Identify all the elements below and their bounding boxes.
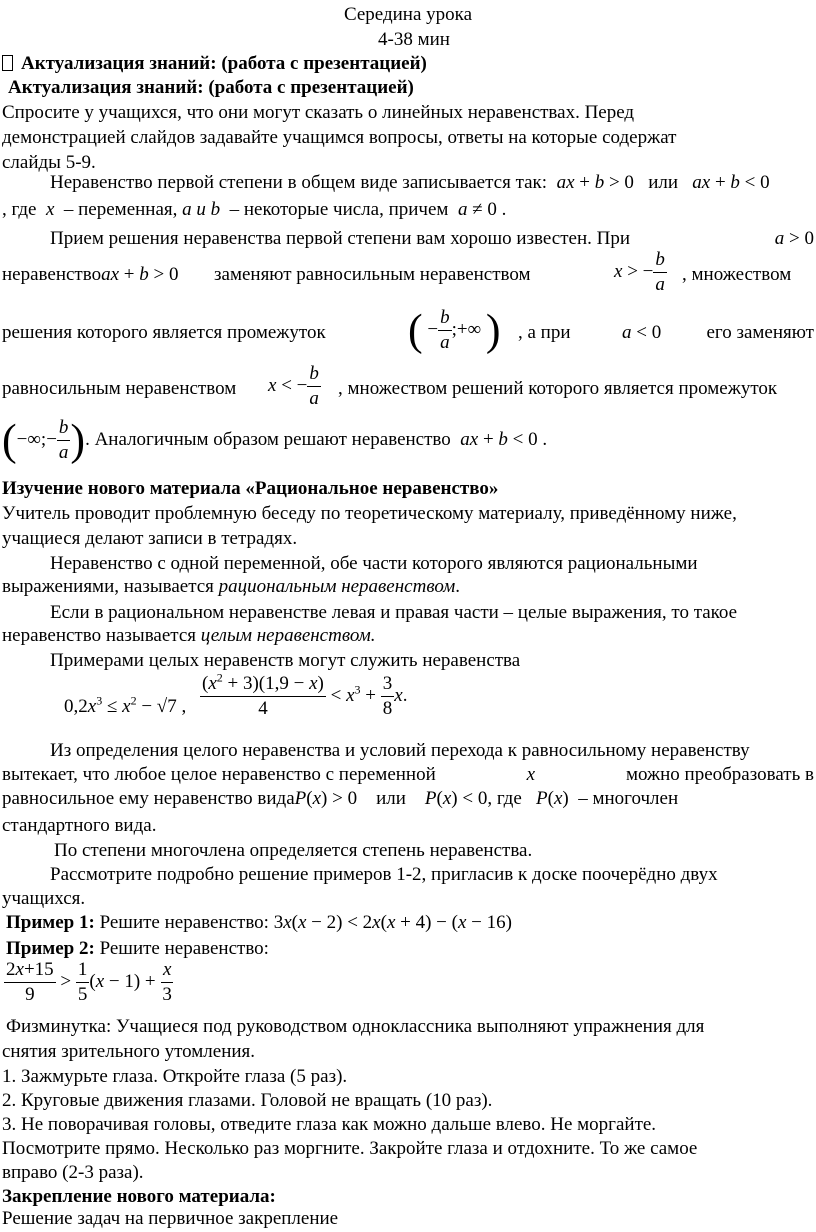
consolidation-text: Решение задач на первичное закрепление <box>2 1208 339 1229</box>
document-page: Середина урока 4-38 мин Актуализация знаний: (работа с презентацией) Актуализация знаний: (работа с презентацией) Спросите у учащихся, что они могут сказать о линейных неравенствах. Перед демонстрацией слайдов задавайте учащимся вопросы, ответы на которые содержат слайды 5-9. Неравенство первой степени в общем виде записывается так: ax + b > 0 или ax + b < 0 , где x – переменная, a и b – некоторые числа, причем a ≠ 0 . Прием решения неравенства первой степени вам хорошо известен. При a > 0 неравенствоax + b > 0 заменяют равносильным неравенством x > − $\frac{b}{a}$ , множеством решения которого является промежуток ( − $\frac{b}{a}$ ;+∞ ) , а при a < 0 его заменяют равносильным неравенством x < − $\frac{b}{a}$ , множеством решений которого является промежуток (−∞;− $\frac{b}{a}$ ). Аналогичным образом решают неравенство ax + b < 0 . Изучение нового материала «Рациональное неравенство» Учитель проводит проблемную беседу по теоретическому материалу, приведённому ниже, учащиеся делают записи в тетрадях. Неравенство с одной переменной, обе части которого являются рациональными выражениями, называется рациональным неравенством. Если в рациональном неравенстве левая и правая части – целые выражения, то такое неравенство называется целым неравенством. Примерами целых неравенств могут служить неравенства $0,2x^3 \le x^2 - √7$ , $\frac{(x^2 + 3)(1,9 - x)}{4}$ < $x^3$ + $\frac{3}{8}$ x. Из определения целого неравенства и условий перехода к равносильному неравенству вытекает, что любое целое неравенство с переменной x можно преобразовать в равносильное ему неравенство видаP(x) > 0 или P(x) < 0, где P(x) – многочлен стандартного вида. По степени многочлена определяется степень неравенства. Рассмотрите подробно решение примеров 1-2, пригласив к доске поочерёдно двух учащихся. Пример 1: Решите неравенство: 3x(x − 2) < 2x(x + 4) − (x − 16) Пример 2: Решите неравенство: $\frac{2x+15}{9}$ > $\frac{1}{5}$ (x − 1) + $\frac{x}{3}$ Физминутка: Учащиеся под руководством одноклассника выполняют упражнения для снятия зрительного утомления. 1. Зажмурьте глаза. Откройте глаза (5 раз). 2. Круговые движения глазами. Головой не вращать (10 раз). 3. Не поворачивая головы, отведите глаза как можно дальше влево. Не моргайте. Посмотрите прямо. Несколько раз моргните. Закройте глаза и отдохните. То же самое вправо (2-3 раза). Закрепление нового материала: Решение задач на первичное закрепление <box>0 0 816 1230</box>
example-1: Пример 1: Решите неравенство: 3x(x − 2) < 2x(x + 4) − (x − 16) <box>6 912 512 933</box>
integer-def-line-2: неравенство называется целым неравенством. <box>2 625 376 646</box>
time-label: 4-38 мин <box>378 29 450 50</box>
section-heading: Актуализация знаний: (работа с презентацией) <box>8 77 414 98</box>
page-title: Середина урока <box>343 4 473 25</box>
examples-intro: Примерами целых неравенств могут служить неравенства <box>50 650 521 671</box>
examples-call-line-2: учащихся. <box>2 888 86 909</box>
intro-line-1: Спросите у учащихся, что они могут сказать о линейных неравенствах. Перед <box>2 102 635 123</box>
teacher-line-2: учащиеся делают записи в тетрадях. <box>2 528 298 549</box>
method-line-1: Прием решения неравенства первой степени вам хорошо известен. При a > 0 <box>50 228 814 249</box>
intro-line-3: слайды 5-9. <box>2 152 96 173</box>
linear-where: , где x – переменная, a и b – некоторые числа, причем a ≠ 0 . <box>2 199 507 220</box>
degree-line: По степени многочлена определяется степень неравенства. <box>54 840 533 861</box>
example-2-formula: $\frac{2x+15}{9}$ > $\frac{1}{5}$ (x − 1) + $\frac{x}{3}$ <box>6 959 172 1005</box>
section-heading-consolidation: Закрепление нового материала: <box>2 1186 276 1207</box>
example-2: Пример 2: Решите неравенство: <box>6 938 269 959</box>
linear-general-form: Неравенство первой степени в общем виде записывается так: ax + b > 0 или ax + b < 0 <box>50 172 770 193</box>
teacher-line-1: Учитель проводит проблемную беседу по теоретическому материалу, приведённому ниже, <box>2 503 737 524</box>
examples-call-line-1: Рассмотрите подробно решение примеров 1-2, пригласив к доске поочерёдно двух <box>50 864 718 885</box>
exercise-step-3-cont: Посмотрите прямо. Несколько раз моргните. Закройте глаза и отдохните. То же самое <box>2 1138 698 1159</box>
section-heading-bullet: Актуализация знаний: (работа с презентацией) <box>2 51 427 77</box>
derivation-line-1: Из определения целого неравенства и условий перехода к равносильному неравенству <box>50 740 750 761</box>
exercise-step-3-end: вправо (2-3 раза). <box>2 1162 144 1183</box>
derivation-line-3: равносильное ему неравенство видаP(x) > 0 или P(x) < 0, где P(x) – многочлен <box>2 788 679 809</box>
method-line-4: равносильным неравенством x < − $\frac{b}{a}$ , множеством решений которого является промежуток <box>2 363 778 409</box>
exercise-step-3: 3. Не поворачивая головы, отведите глаза как можно дальше влево. Не моргайте. <box>2 1114 657 1135</box>
integer-def-line-1: Если в рациональном неравенстве левая и правая части – целые выражения, то такое <box>50 602 738 623</box>
definition-line-2: выражениями, называется рациональным неравенством. <box>2 576 460 597</box>
section-heading-rational: Изучение нового материала «Рациональное неравенство» <box>2 478 499 499</box>
exercise-step-2: 2. Круговые движения глазами. Головой не вращать (10 раз). <box>2 1090 493 1111</box>
method-line-2: неравенствоax + b > 0 заменяют равносильным неравенством x > − $\frac{b}{a}$ , множеством <box>2 249 792 295</box>
fizminutka-line-1: Физминутка: Учащиеся под руководством одноклассника выполняют упражнения для <box>6 1016 705 1037</box>
exercise-step-1: 1. Зажмурьте глаза. Откройте глаза (5 раз). <box>2 1066 348 1087</box>
fizminutka-line-2: снятия зрительного утомления. <box>2 1041 256 1062</box>
bullet-box-icon <box>2 55 13 71</box>
derivation-line-2: вытекает, что любое целое неравенство с переменной x можно преобразовать в <box>2 764 814 785</box>
derivation-line-4: стандартного вида. <box>2 815 157 836</box>
method-line-5: (−∞;− $\frac{b}{a}$ ). Аналогичным образом решают неравенство ax + b < 0 . <box>2 415 548 465</box>
intro-line-2: демонстрацией слайдов задавайте учащимся вопросы, ответы на которые содержат <box>2 127 677 148</box>
definition-line-1: Неравенство с одной переменной, обе части которого являются рациональными <box>50 553 698 574</box>
method-line-3: решения которого является промежуток ( − $\frac{b}{a}$ ;+∞ ) , а при a < 0 его заменяют <box>2 305 814 355</box>
